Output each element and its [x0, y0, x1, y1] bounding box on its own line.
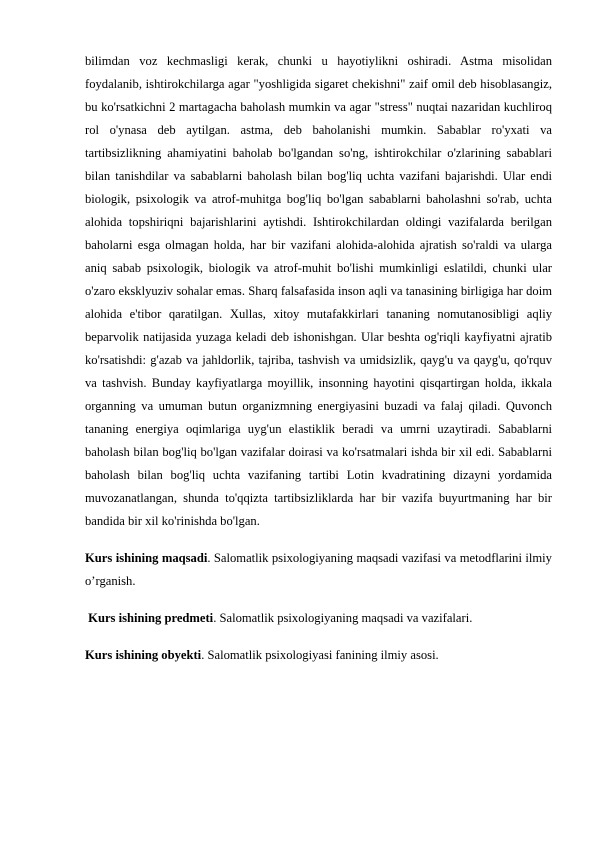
- course-object-text: . Salomatlik psixologiyasi fanining ilmiy asosi.: [201, 648, 439, 662]
- course-subject: [85, 607, 552, 630]
- course-goal: [85, 547, 552, 593]
- course-object-label: Kurs ishining obyekti: [85, 648, 202, 662]
- body-paragraph: bilimdan voz kechmasligi kerak, chunki u hayotiylikni oshiradi. Astma misolidan foydalanib, ishtirokchilarga agar "yoshligida sigaret chekishni" zaif omil deb hisoblasangiz, bu ko'rsatkichni 2 martagacha baholash mumkin va agar "stress" nuqtai nazaridan kuchliroq rol o'ynasa deb aytilgan. astma, deb baholanishi mumkin. Sabablar ro'yxati va tartibsizlikning ahamiyatini baholab bo'lgandan so'ng, ishtirokchilar o'zlarining sabablari bilan tanishdilar va sabablarni baholash bilan bog'liq uchta vazifani bajarishdi. Ular endi biologik, psixologik va atrof-muhitga bog'liq bo'lgan sabablarni baholashni so'rab, uchta alohida topshiriqni bajarishlarini aytishdi. Ishtirokchilardan oldingi vazifalarda berilgan baholarni esga olmagan holda, har bir vazifani alohida-alohida ajratish so'raldi va ularga aniq sabab psixologik, biologik va atrof-muhit bo'lishi mumkinligi eslatildi, chunki ular o'zaro eksklyuziv sohalar emas. Sharq falsafasida inson aqli va tanasining birligiga har doim alohida e'tibor qaratilgan. Xullas, xitoy mutafakkirlari tananing nomutanosibligi aqliy beparvolik natijasida yuzaga keladi deb ishonishgan. Ular beshta og'riqli kayfiyatni ajratib ko'rsatishdi: g'azab va jahldorlik, tajriba, tashvish va umidsizlik, qayg'u va qayg'u, qo'rquv va tashvish. Bunday kayfiyatlarga moyillik, insonning hayotini qisqartirgan holda, ikkala organning va umuman butun organizmning energiyasini buzadi va falaj qiladi. Quvonch tananing energiya oqimlariga uyg'un elastiklik beradi va umrni uzaytiradi. Sabablarni baholash bilan bog'liq bo'lgan vazifalar doirasi va ko'rsatmalari ishda bir xil edi. Sabablarni baholash bilan bog'liq uchta vazifaning tartibi Lotin kvadratining dizayni yordamida muvozanatlangan, shunda to'qqizta tartibsizliklarda har bir vazifa buyurtmaning har bir bandida bir xil ko'rinishda bo'lgan.: [85, 54, 552, 528]
- document-page: [85, 50, 552, 667]
- course-goal-label: Kurs ishining maqsadi: [85, 551, 208, 565]
- course-goal-text: . Salomatlik psixologiyaning maqsadi vazifasi va metodflarini ilmiy o’rganish.: [85, 551, 552, 588]
- course-subject-label: Kurs ishining predmeti: [88, 611, 214, 625]
- course-subject-text: . Salomatlik psixologiyaning maqsadi va vazifalari.: [213, 611, 473, 625]
- course-object: [85, 644, 552, 667]
